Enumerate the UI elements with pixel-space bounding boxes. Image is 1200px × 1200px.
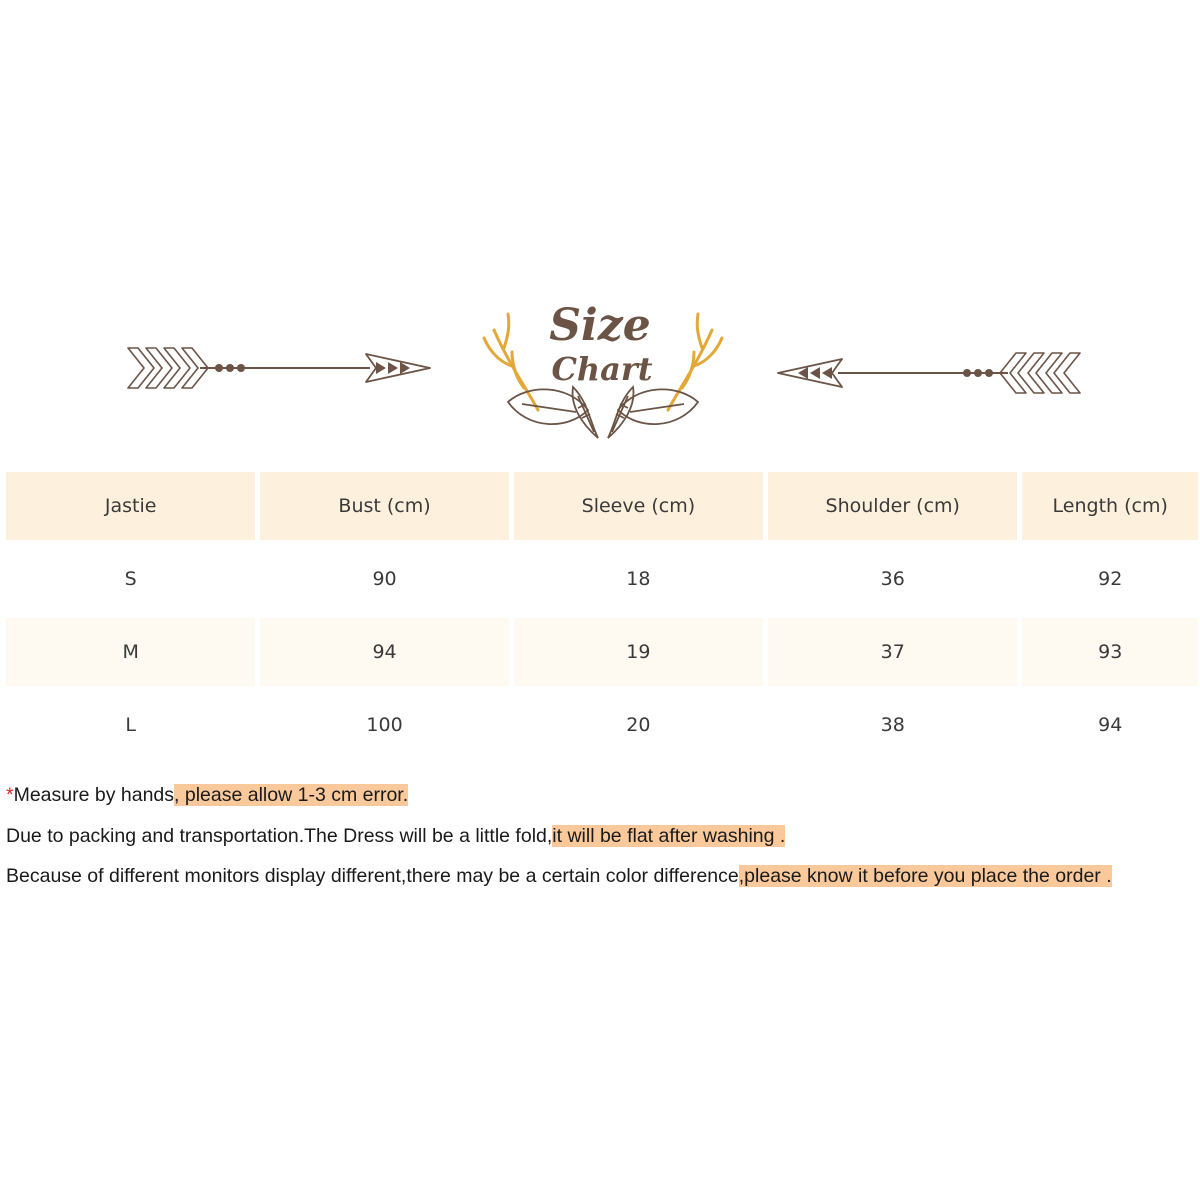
table-row (6, 545, 1198, 613)
size-chart-logo (478, 292, 728, 444)
note-highlight: , please allow 1-3 cm error. (174, 784, 409, 806)
header-cell: Bust (cm) (260, 472, 508, 540)
table-row (6, 618, 1198, 686)
size-notes (6, 780, 1196, 902)
table-cell: S (124, 568, 137, 590)
table-cell: 19 (514, 618, 763, 686)
right-arrow-decoration (768, 345, 1088, 401)
left-arrow-decoration (120, 340, 440, 396)
note-color (6, 861, 1196, 891)
size-table (6, 472, 1198, 764)
note-highlight: it will be flat after washing . (552, 824, 786, 847)
table-cell: 18 (626, 568, 651, 590)
table-row (6, 691, 1198, 759)
table-header-row (6, 472, 1198, 540)
header-cell: Shoulder (cm) (768, 472, 1017, 540)
table-cell: 37 (768, 618, 1017, 686)
note-text: Measure by hands (13, 784, 175, 806)
table-cell: 36 (880, 568, 905, 590)
table-cell: 38 (880, 714, 905, 736)
asterisk: * (6, 784, 14, 806)
note-measure (6, 780, 1196, 810)
table-cell: 90 (372, 568, 397, 590)
note-highlight: ,please know it before you place the order . (738, 865, 1112, 887)
table-cell: L (125, 714, 136, 736)
logo-text-size: Size (549, 300, 651, 351)
note-text: Because of different monitors display different,there may be a certain color difference (6, 865, 739, 887)
table-cell: 94 (1098, 714, 1123, 736)
table-cell: 94 (260, 618, 508, 686)
header-cell: Sleeve (cm) (514, 472, 763, 540)
header-cell: Length (cm) (1022, 472, 1198, 540)
table-cell: 20 (626, 714, 651, 736)
header-cell: Jastie (6, 472, 255, 540)
note-packing (6, 821, 1196, 851)
table-cell: 93 (1022, 618, 1198, 686)
table-cell: 100 (366, 714, 403, 736)
table-cell: 92 (1098, 568, 1123, 590)
logo-text-chart: Chart (551, 350, 653, 388)
note-text: Due to packing and transportation.The Dress will be a little fold, (6, 824, 553, 847)
table-cell: M (6, 618, 255, 686)
